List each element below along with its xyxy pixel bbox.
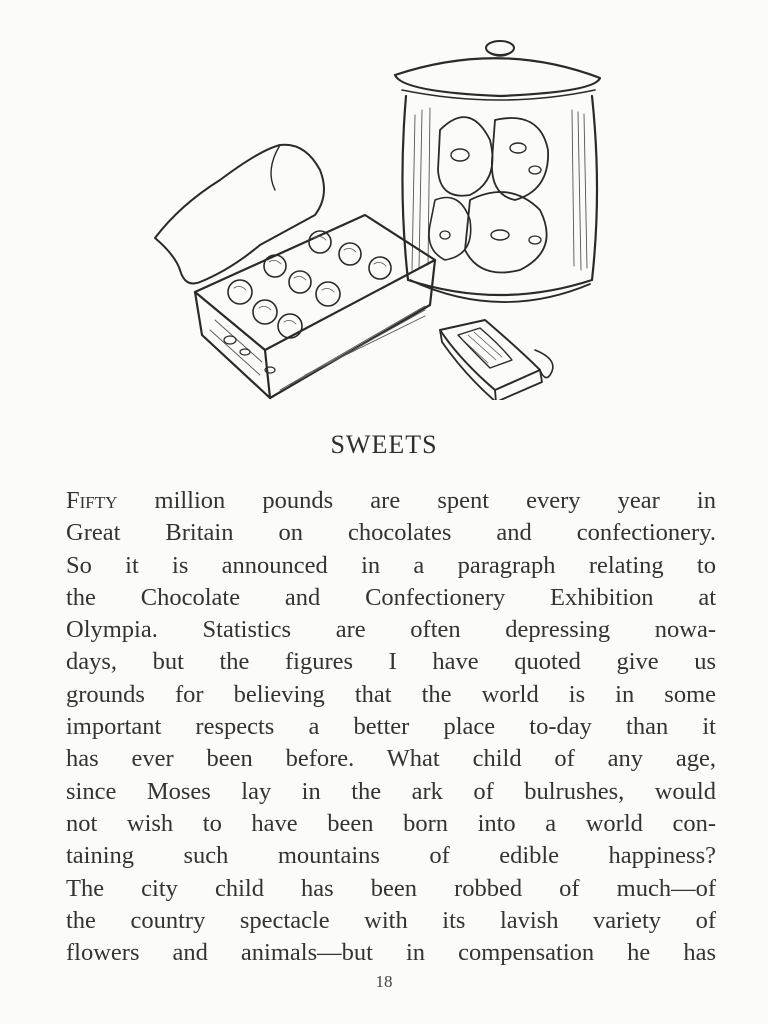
- chocolate-bar-icon: [440, 320, 553, 400]
- sweets-illustration: [140, 30, 620, 400]
- lead-word: Fifty: [66, 487, 118, 514]
- sweet-jar-icon: [395, 41, 600, 302]
- text-line: since Moses lay in the ark of bulrushes, would: [66, 777, 716, 805]
- text-line: flowers and animals—but in compensation he has: [66, 939, 716, 967]
- text-line: important respects a better place to-day than it: [66, 713, 716, 741]
- text-line: not wish to have been born into a world con-: [66, 809, 716, 837]
- text-line: the country spectacle with its lavish variety of: [66, 906, 716, 934]
- text-line: Great Britain on chocolates and confectionery.: [66, 519, 716, 547]
- text-line: Fifty million pounds are spent every year in: [66, 487, 716, 514]
- text-line: days, but the figures I have quoted give us: [66, 648, 716, 676]
- text-line: the Chocolate and Confectionery Exhibition at: [66, 583, 716, 611]
- body-text: [66, 485, 716, 969]
- chapter-title: SWEETS: [330, 430, 438, 459]
- text-line: taining such mountains of edible happiness?: [66, 842, 716, 870]
- text-line: So it is announced in a paragraph relating to: [66, 551, 716, 579]
- chocolate-box-icon: [155, 145, 435, 398]
- text-line: grounds for believing that the world is in some: [66, 680, 716, 708]
- text-line: The city child has been robbed of much—of: [66, 874, 716, 902]
- page-number: 18: [375, 972, 393, 991]
- text-line: Olympia. Statistics are often depressing nowa-: [66, 616, 716, 644]
- text-line: has ever been before. What child of any age,: [66, 745, 716, 773]
